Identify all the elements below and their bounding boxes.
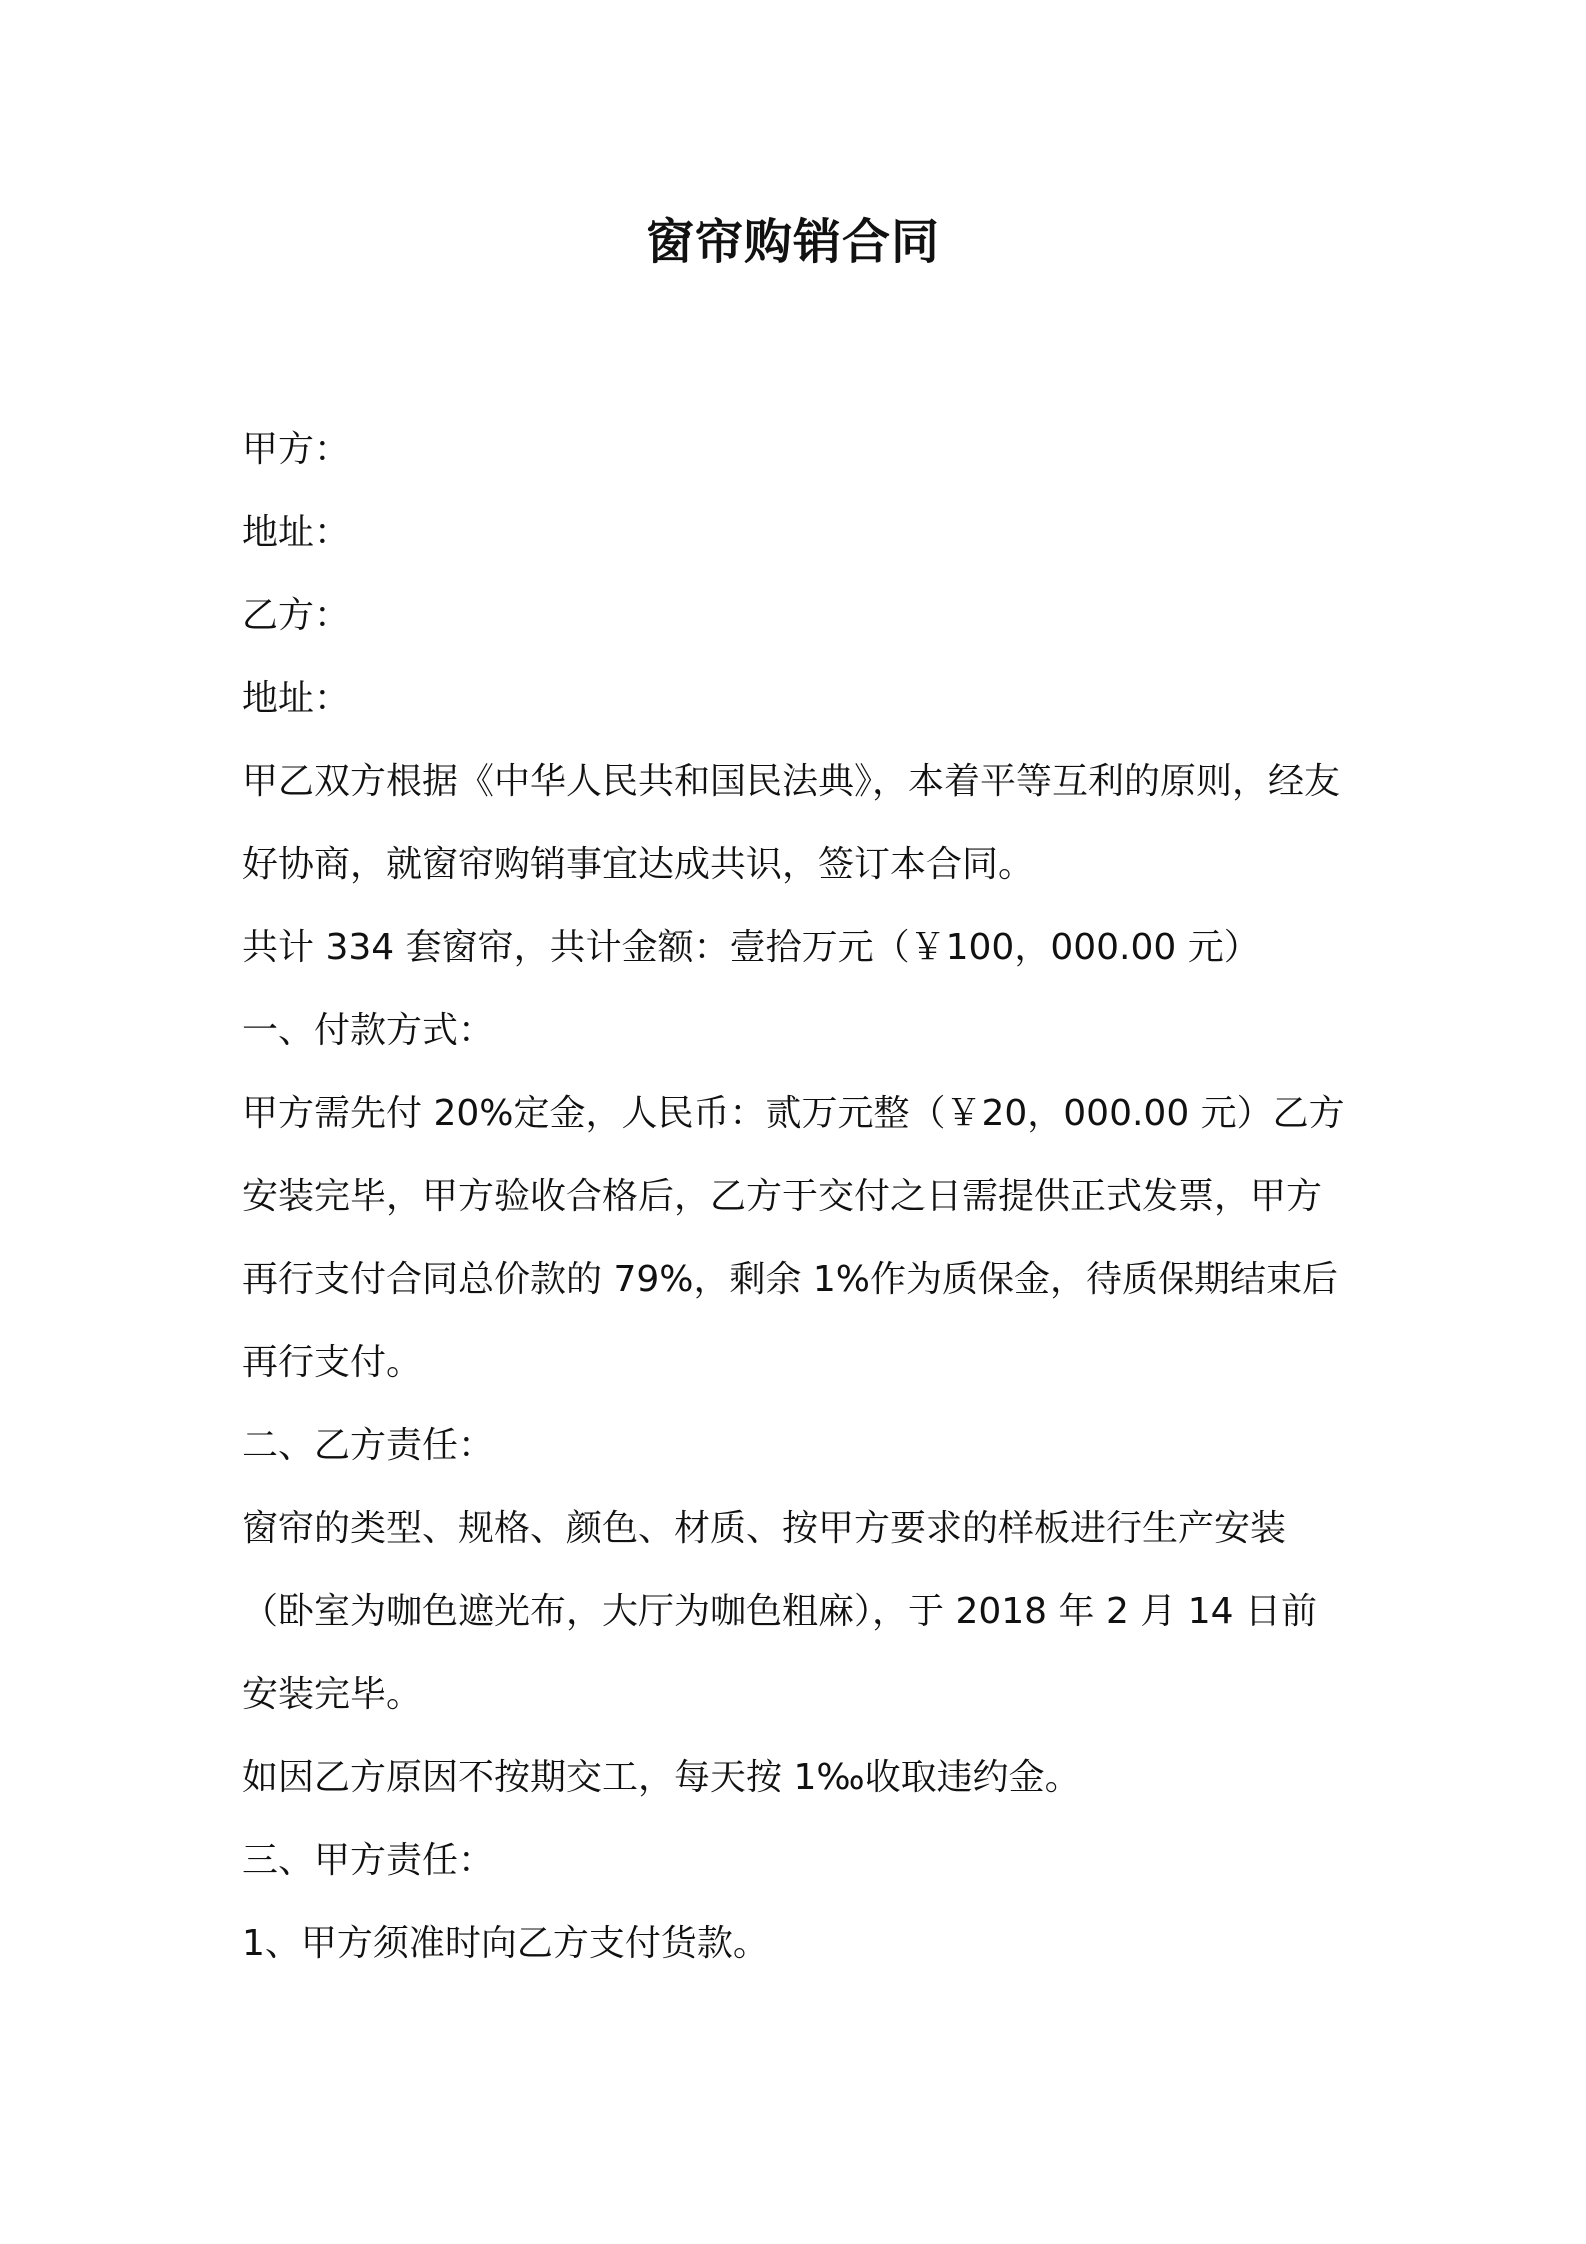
party-a-address: 地址： [242, 512, 351, 553]
section-heading-payment: 一、付款方式： [242, 1010, 495, 1051]
party-a-label: 甲方： [242, 429, 351, 470]
payment-terms-paragraph: 甲方需先付 20%定金，人民币：贰万元整（￥20，000.00 元）乙方安装完毕，甲方验收合格后，乙方于交付之日需提供正式发票，甲方再行支付合同总价款的 79%，剩余 1%作为质保金，待质保期结束后再行支付。 [242, 1093, 1345, 1383]
section-heading-party-b: 二、乙方责任： [242, 1425, 495, 1466]
party-b-duties-paragraph: 窗帘的类型、规格、颜色、材质、按甲方要求的样板进行生产安装（卧室为咖色遮光布，大厅为咖色粗麻），于 2018 年 2 月 14 日前安装完毕。 [242, 1508, 1317, 1715]
party-a-duty-item-1: 1、甲方须准时向乙方支付货款。 [242, 1923, 769, 1964]
section-heading-party-a: 三、甲方责任： [242, 1840, 495, 1881]
document-body [242, 408, 1352, 1985]
party-b-label: 乙方： [242, 595, 351, 636]
document-title: 窗帘购销合同 [645, 214, 940, 270]
penalty-clause: 如因乙方原因不按期交工，每天按 1‰收取违约金。 [242, 1757, 1081, 1798]
party-b-address: 地址： [242, 678, 351, 719]
preamble-paragraph: 甲乙双方根据《中华人民共和国民法典》，本着平等互利的原则，经友好协商，就窗帘购销事宜达成共识，签订本合同。 [242, 761, 1341, 885]
total-amount-line: 共计 334 套窗帘，共计金额：壹拾万元（￥100，000.00 元） [242, 927, 1260, 968]
